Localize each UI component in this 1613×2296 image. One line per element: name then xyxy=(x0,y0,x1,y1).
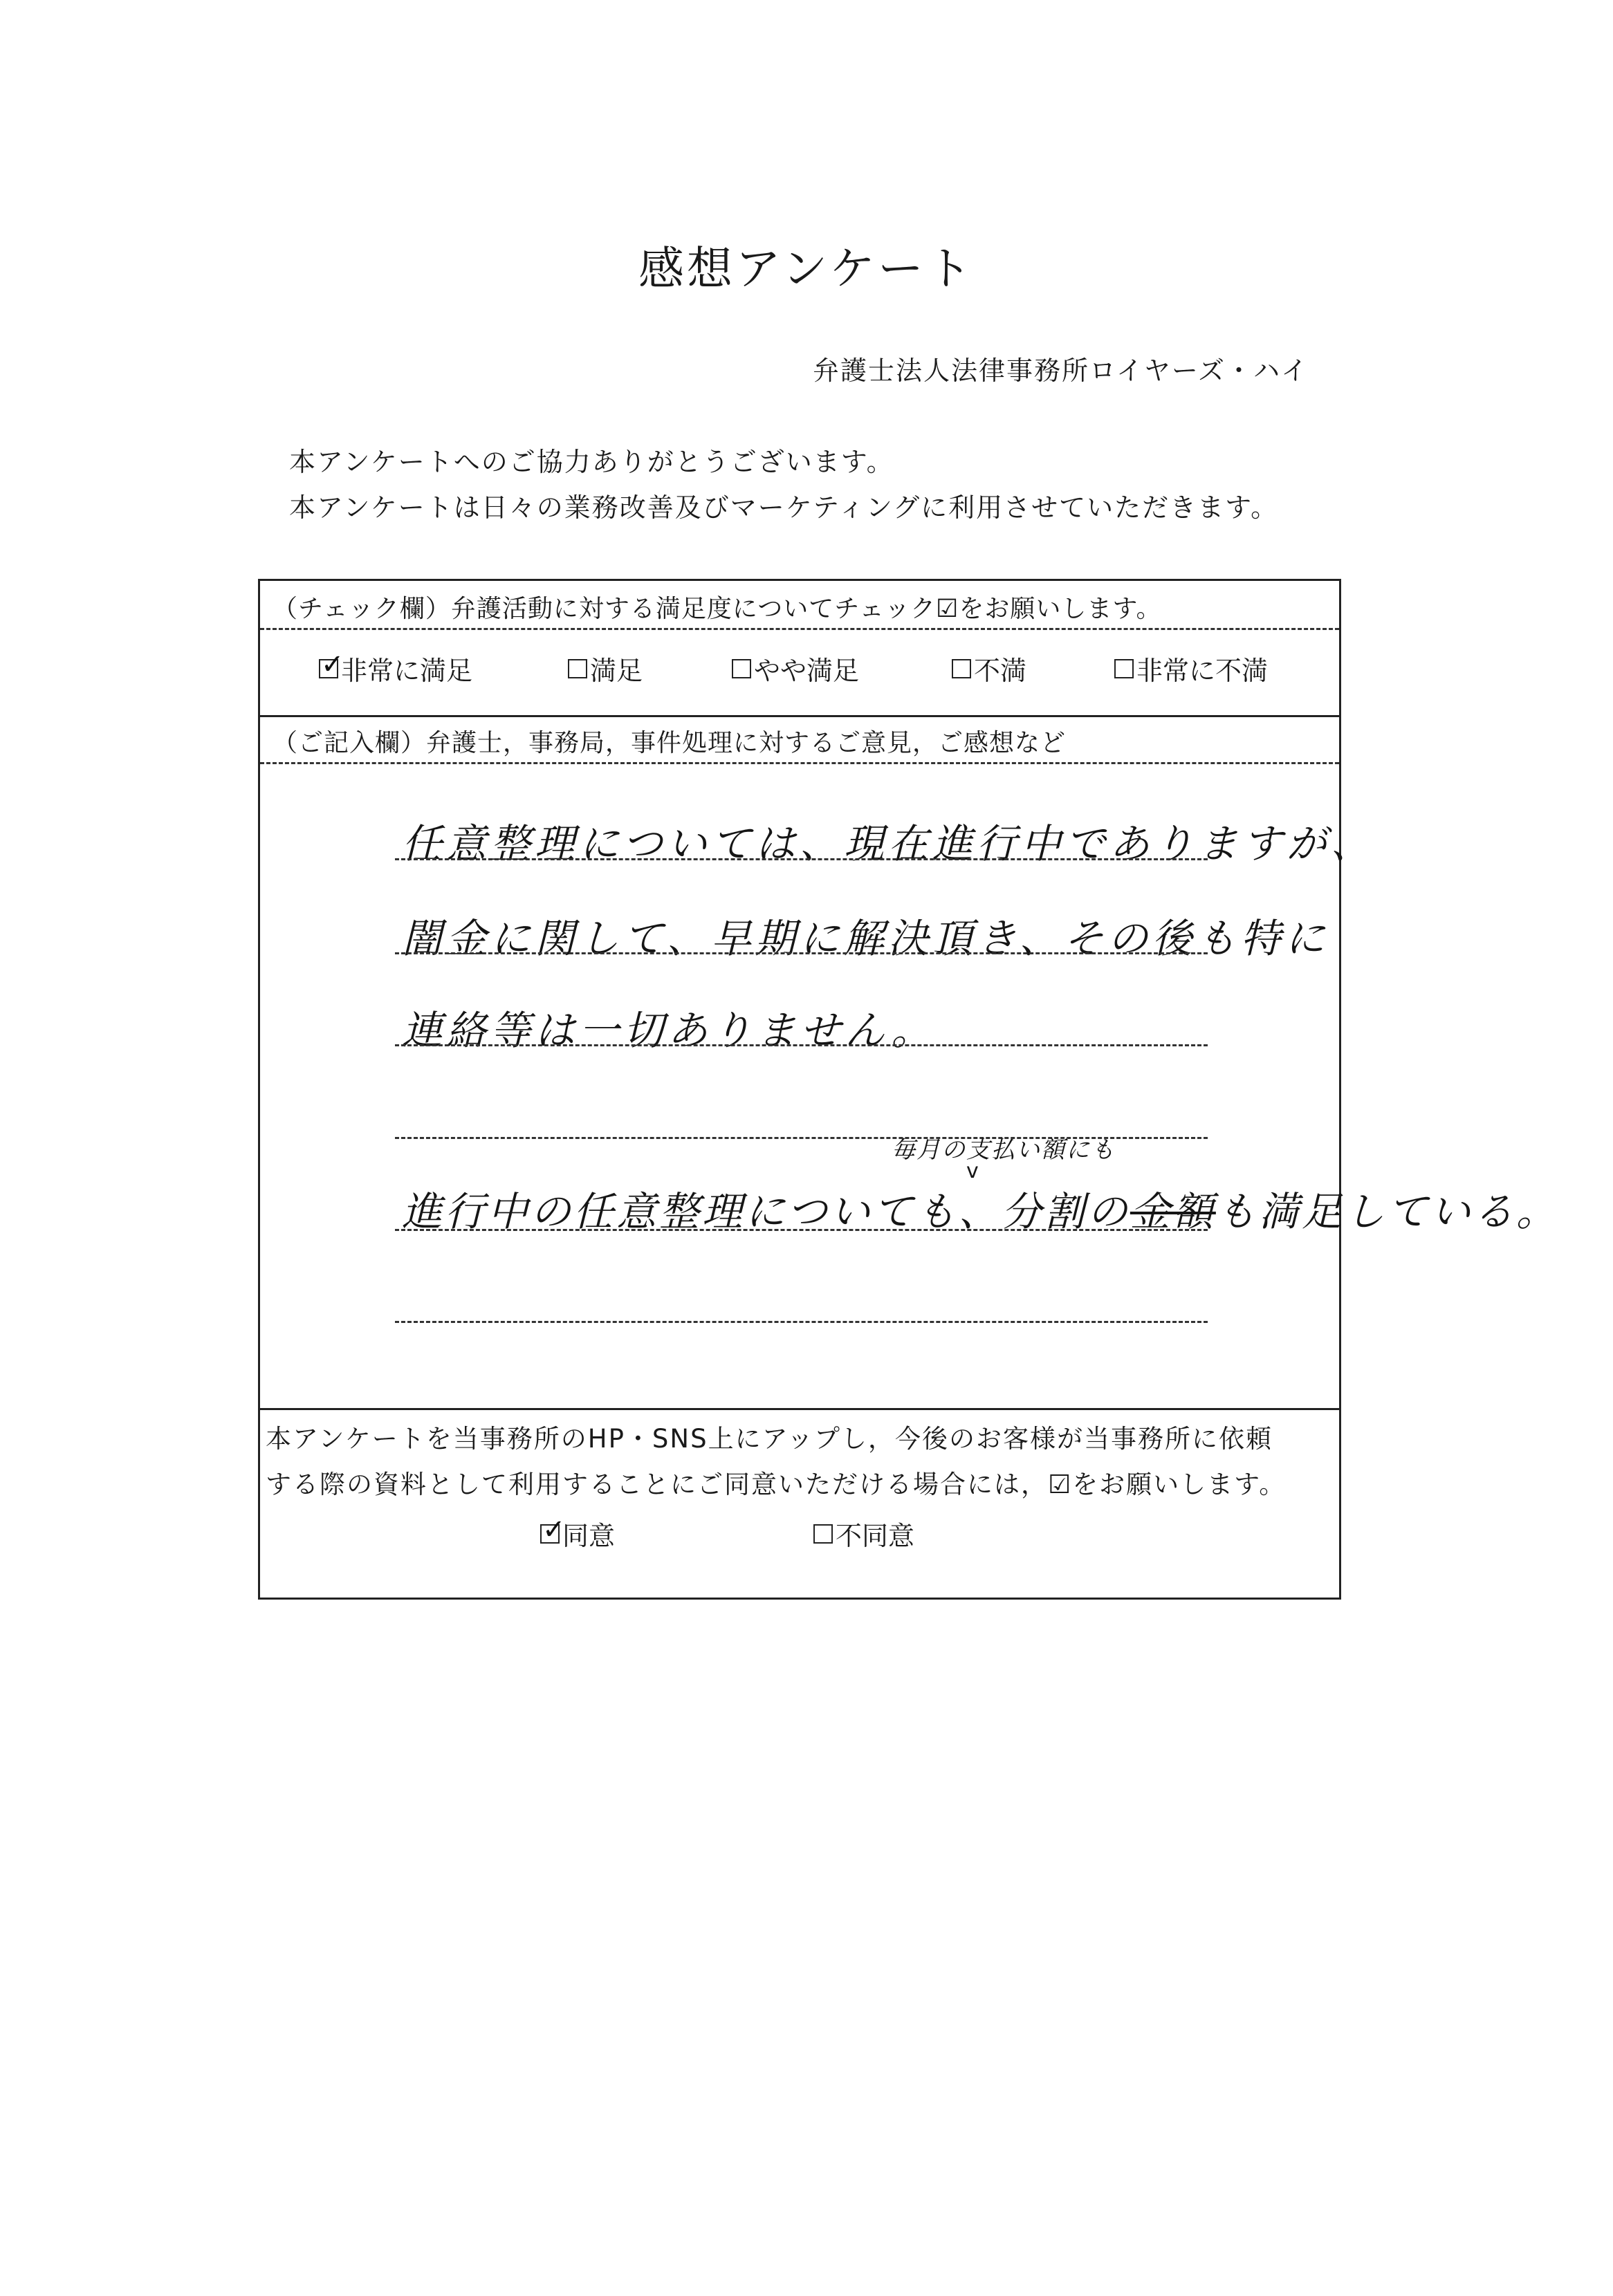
writing-line xyxy=(395,1229,1208,1231)
checkbox[interactable] xyxy=(732,659,751,678)
intro-line-2: 本アンケートは日々の業務改善及びマーケティングに利用させていただきます。 xyxy=(289,492,1279,523)
option-label: 同意 xyxy=(562,1521,616,1551)
insertion-caret: v xyxy=(966,1159,979,1183)
option-label: 満足 xyxy=(590,656,643,686)
checkbox[interactable] xyxy=(952,659,971,678)
writing-line xyxy=(395,1321,1208,1323)
check-section-label: （チェック欄）弁護活動に対する満足度についてチェック☑をお願いします。 xyxy=(273,595,1162,623)
option-somewhat-satisfied[interactable] xyxy=(732,649,859,687)
option-very-dissatisfied[interactable] xyxy=(1114,649,1268,687)
comment-line-5-tail: も満足している。 xyxy=(1215,1188,1559,1235)
inserted-annotation: 毎月の支払い額にも xyxy=(892,1136,1116,1164)
option-dissatisfied[interactable] xyxy=(952,649,1026,687)
writing-line xyxy=(395,1044,1208,1046)
writing-line xyxy=(395,952,1208,954)
page-title: 感想アンケート xyxy=(638,242,975,295)
consent-line-1: 本アンケートを当事務所のHP・SNS上にアップし，今後のお客様が当事務所に依頼 xyxy=(266,1424,1273,1454)
comment-line-3: 連絡等は一切ありません。 xyxy=(402,1007,936,1054)
option-very-satisfied[interactable] xyxy=(319,649,472,687)
checkbox[interactable] xyxy=(1114,659,1134,678)
check-mark-icon: ✓ xyxy=(321,648,344,681)
consent-text xyxy=(266,1416,1286,1508)
firm-name: 弁護士法人法律事務所ロイヤーズ・ハイ xyxy=(813,355,1309,386)
comment-line-2: 闇金に関して、早期に解決頂き、その後も特に xyxy=(402,915,1329,962)
option-agree[interactable] xyxy=(540,1515,615,1553)
checkbox[interactable] xyxy=(540,1513,566,1546)
intro-line-1: 本アンケートへのご協力ありがとうございます。 xyxy=(289,447,894,477)
option-satisfied[interactable] xyxy=(568,649,643,687)
consent-line-2: する際の資料として利用することにご同意いただける場合には，☑をお願いします。 xyxy=(266,1470,1287,1499)
checkbox[interactable] xyxy=(319,648,344,681)
comment-line-1: 任意整理については、現在進行中でありますが、 xyxy=(402,820,1375,867)
checkbox[interactable] xyxy=(813,1524,833,1544)
option-label: 不同意 xyxy=(836,1521,915,1551)
option-label: 非常に不満 xyxy=(1136,656,1269,686)
struck-text: 金額 xyxy=(1130,1188,1216,1235)
comment-section-label: （ご記入欄）弁護士，事務局，事件処理に対するご意見，ご感想など xyxy=(273,729,1067,757)
checkbox[interactable] xyxy=(568,659,587,678)
comment-line-5-start: 進行中の任意整理についても、分割の xyxy=(402,1188,1130,1235)
divider xyxy=(260,1408,1339,1410)
divider xyxy=(260,628,1339,630)
survey-form xyxy=(258,579,1559,1600)
intro-text xyxy=(289,439,1278,530)
divider xyxy=(260,762,1339,764)
option-label: やや満足 xyxy=(754,656,860,686)
divider xyxy=(260,715,1339,717)
option-disagree[interactable] xyxy=(813,1515,914,1553)
check-mark-icon: ✓ xyxy=(542,1513,566,1546)
writing-line xyxy=(395,858,1208,860)
option-label: 非常に満足 xyxy=(341,656,473,686)
option-label: 不満 xyxy=(974,656,1027,686)
